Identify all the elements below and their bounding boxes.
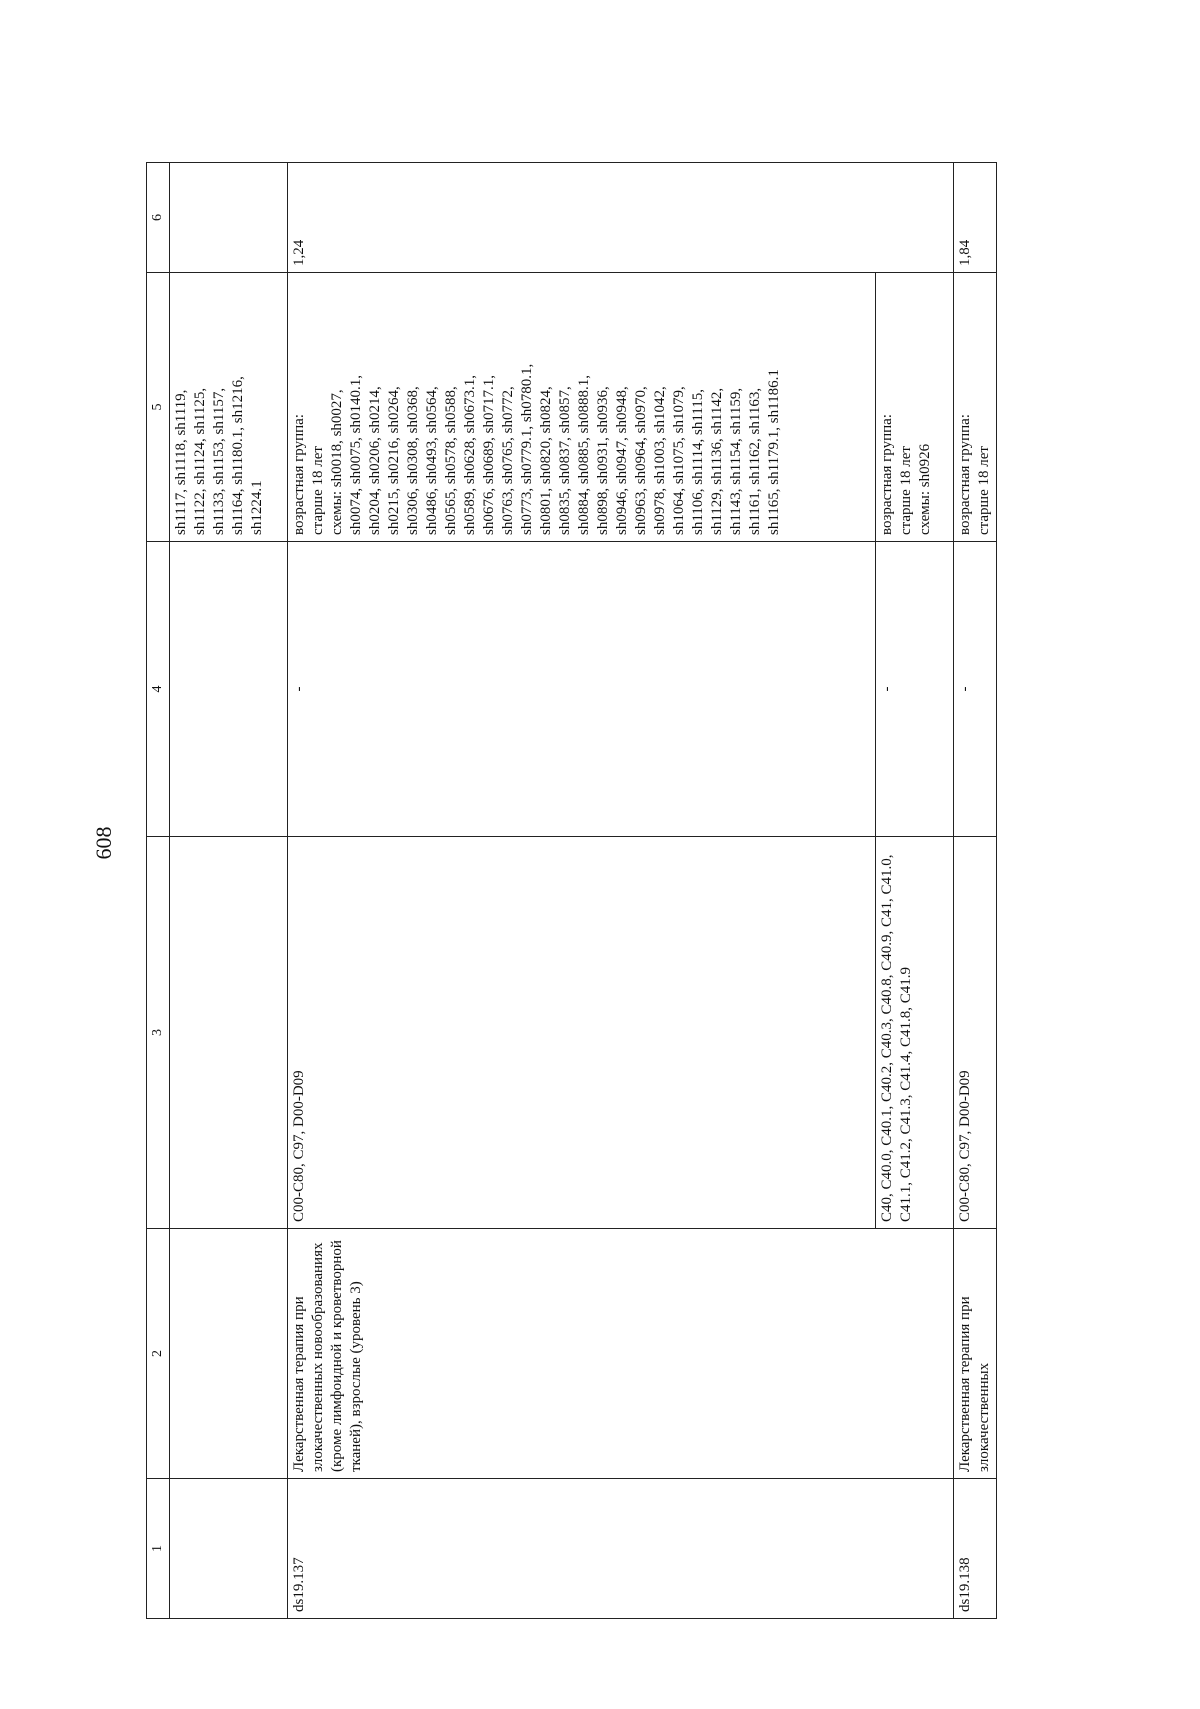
row138-name-text: Лекарственная терапия при злокачественных bbox=[957, 1296, 992, 1472]
scheme-line: sh0978, sh1003, sh1042, bbox=[652, 386, 668, 535]
tariff-table bbox=[146, 162, 997, 1619]
scheme-line: sh1133, sh1153, sh1157, bbox=[211, 387, 227, 535]
scheme-line: sh0074, sh0075, sh0140.1, bbox=[348, 374, 364, 535]
scheme-line: возрастная группа: bbox=[291, 414, 307, 535]
cont-name-cell bbox=[170, 1229, 288, 1479]
row-ds19-137-a bbox=[288, 163, 876, 1619]
row137-schemes-1 bbox=[288, 273, 876, 542]
scheme-line: sh0773, sh0779.1, sh0780.1, bbox=[519, 363, 535, 535]
scheme-line: sh1129, sh1136, sh1142, bbox=[709, 387, 725, 535]
scheme-line: sh0204, sh0206, sh0214, bbox=[367, 386, 383, 535]
scheme-line: возрастная группа: bbox=[957, 414, 973, 535]
row137-diag-2-text: C40, C40.0, C40.1, C40.2, C40.3, C40.8, C40.9, C41, C41.0, C41.1, C41.2, C41.3, C41.4, C41.8, C41.9 bbox=[879, 854, 914, 1222]
scheme-line: sh0801, sh0820, sh0824, bbox=[538, 386, 554, 535]
scheme-line: sh0763, sh0765, sh0772, bbox=[500, 386, 516, 535]
scheme-line: схемы: sh0018, sh0027, bbox=[329, 389, 345, 535]
row137-diag-2 bbox=[876, 837, 954, 1229]
scheme-line: старше 18 лет bbox=[310, 446, 326, 535]
header-col-5: 5 bbox=[147, 273, 170, 542]
header-col-4: 4 bbox=[147, 542, 170, 837]
row137-diag-1: C00-C80, C97, D00-D09 bbox=[288, 837, 876, 1229]
scheme-line: sh0963, sh0964, sh0970, bbox=[633, 386, 649, 535]
row-ds19-138 bbox=[954, 163, 997, 1619]
header-col-1: 1 bbox=[147, 1479, 170, 1619]
cont-schemes-cell bbox=[170, 273, 288, 542]
row137-code: ds19.137 bbox=[288, 1479, 954, 1619]
row137-name bbox=[288, 1229, 954, 1479]
row137-col4-1: - bbox=[288, 542, 876, 837]
page-number: 608 bbox=[91, 826, 116, 860]
header-col-2: 2 bbox=[147, 1229, 170, 1479]
scheme-line: старше 18 лет bbox=[976, 446, 992, 535]
cont-coef-cell bbox=[170, 163, 288, 273]
row138-schemes bbox=[954, 273, 997, 542]
row138-diag: C00-C80, C97, D00-D09 bbox=[954, 837, 997, 1229]
row137-name-text: Лекарственная терапия при злокачественных новообразованиях (кроме лимфоидной и кроветворной тканей), взрослые (уровень 3) bbox=[291, 1240, 364, 1472]
scheme-line: sh1161, sh1162, sh1163, bbox=[747, 387, 763, 535]
continuation-row bbox=[170, 163, 288, 1619]
row137-col4-2: - bbox=[876, 542, 954, 837]
scheme-line: sh0565, sh0578, sh0588, bbox=[443, 386, 459, 535]
scheme-line: sh0306, sh0308, sh0368, bbox=[405, 386, 421, 535]
scheme-line: sh1224.1 bbox=[249, 480, 265, 535]
scheme-line: схемы: sh0926 bbox=[917, 443, 933, 535]
row138-code: ds19.138 bbox=[954, 1479, 997, 1619]
scheme-line: sh0486, sh0493, sh0564, bbox=[424, 386, 440, 535]
cont-diag-cell bbox=[170, 837, 288, 1229]
rotated-table-container bbox=[146, 163, 1200, 1619]
row138-col4: - bbox=[954, 542, 997, 837]
header-col-6: 6 bbox=[147, 163, 170, 273]
row138-name bbox=[954, 1229, 997, 1479]
scheme-line: sh1117, sh1118, sh1119, bbox=[173, 389, 189, 535]
scheme-line: sh0676, sh0689, sh0717.1, bbox=[481, 374, 497, 535]
scheme-line: sh1106, sh1114, sh1115, bbox=[690, 389, 706, 535]
row137-coef: 1,24 bbox=[288, 163, 954, 273]
header-col-3: 3 bbox=[147, 837, 170, 1229]
row137-schemes-2 bbox=[876, 273, 954, 542]
scheme-line: старше 18 лет bbox=[898, 446, 914, 535]
scheme-line: sh0215, sh0216, sh0264, bbox=[386, 386, 402, 535]
scheme-line: возрастная группа: bbox=[879, 414, 895, 535]
scheme-line: sh0898, sh0931, sh0936, bbox=[595, 386, 611, 535]
scheme-line: sh0835, sh0837, sh0857, bbox=[557, 386, 573, 535]
scheme-line: sh1122, sh1124, sh1125, bbox=[192, 387, 208, 535]
scheme-line: sh1164, sh1180.1, sh1216, bbox=[230, 376, 246, 535]
scheme-line: sh1064, sh1075, sh1079, bbox=[671, 386, 687, 535]
row138-coef: 1,84 bbox=[954, 163, 997, 273]
scheme-line: sh0946, sh0947, sh0948, bbox=[614, 386, 630, 535]
scheme-line: sh0589, sh0628, sh0673.1, bbox=[462, 374, 478, 535]
scheme-line: sh0884, sh0885, sh0888.1, bbox=[576, 374, 592, 535]
scheme-line: sh1143, sh1154, sh1159, bbox=[728, 387, 744, 535]
cont-col4-cell bbox=[170, 542, 288, 837]
scheme-line: sh1165, sh1179.1, sh1186.1 bbox=[766, 369, 782, 535]
cont-code-cell bbox=[170, 1479, 288, 1619]
header-row bbox=[147, 163, 170, 1619]
